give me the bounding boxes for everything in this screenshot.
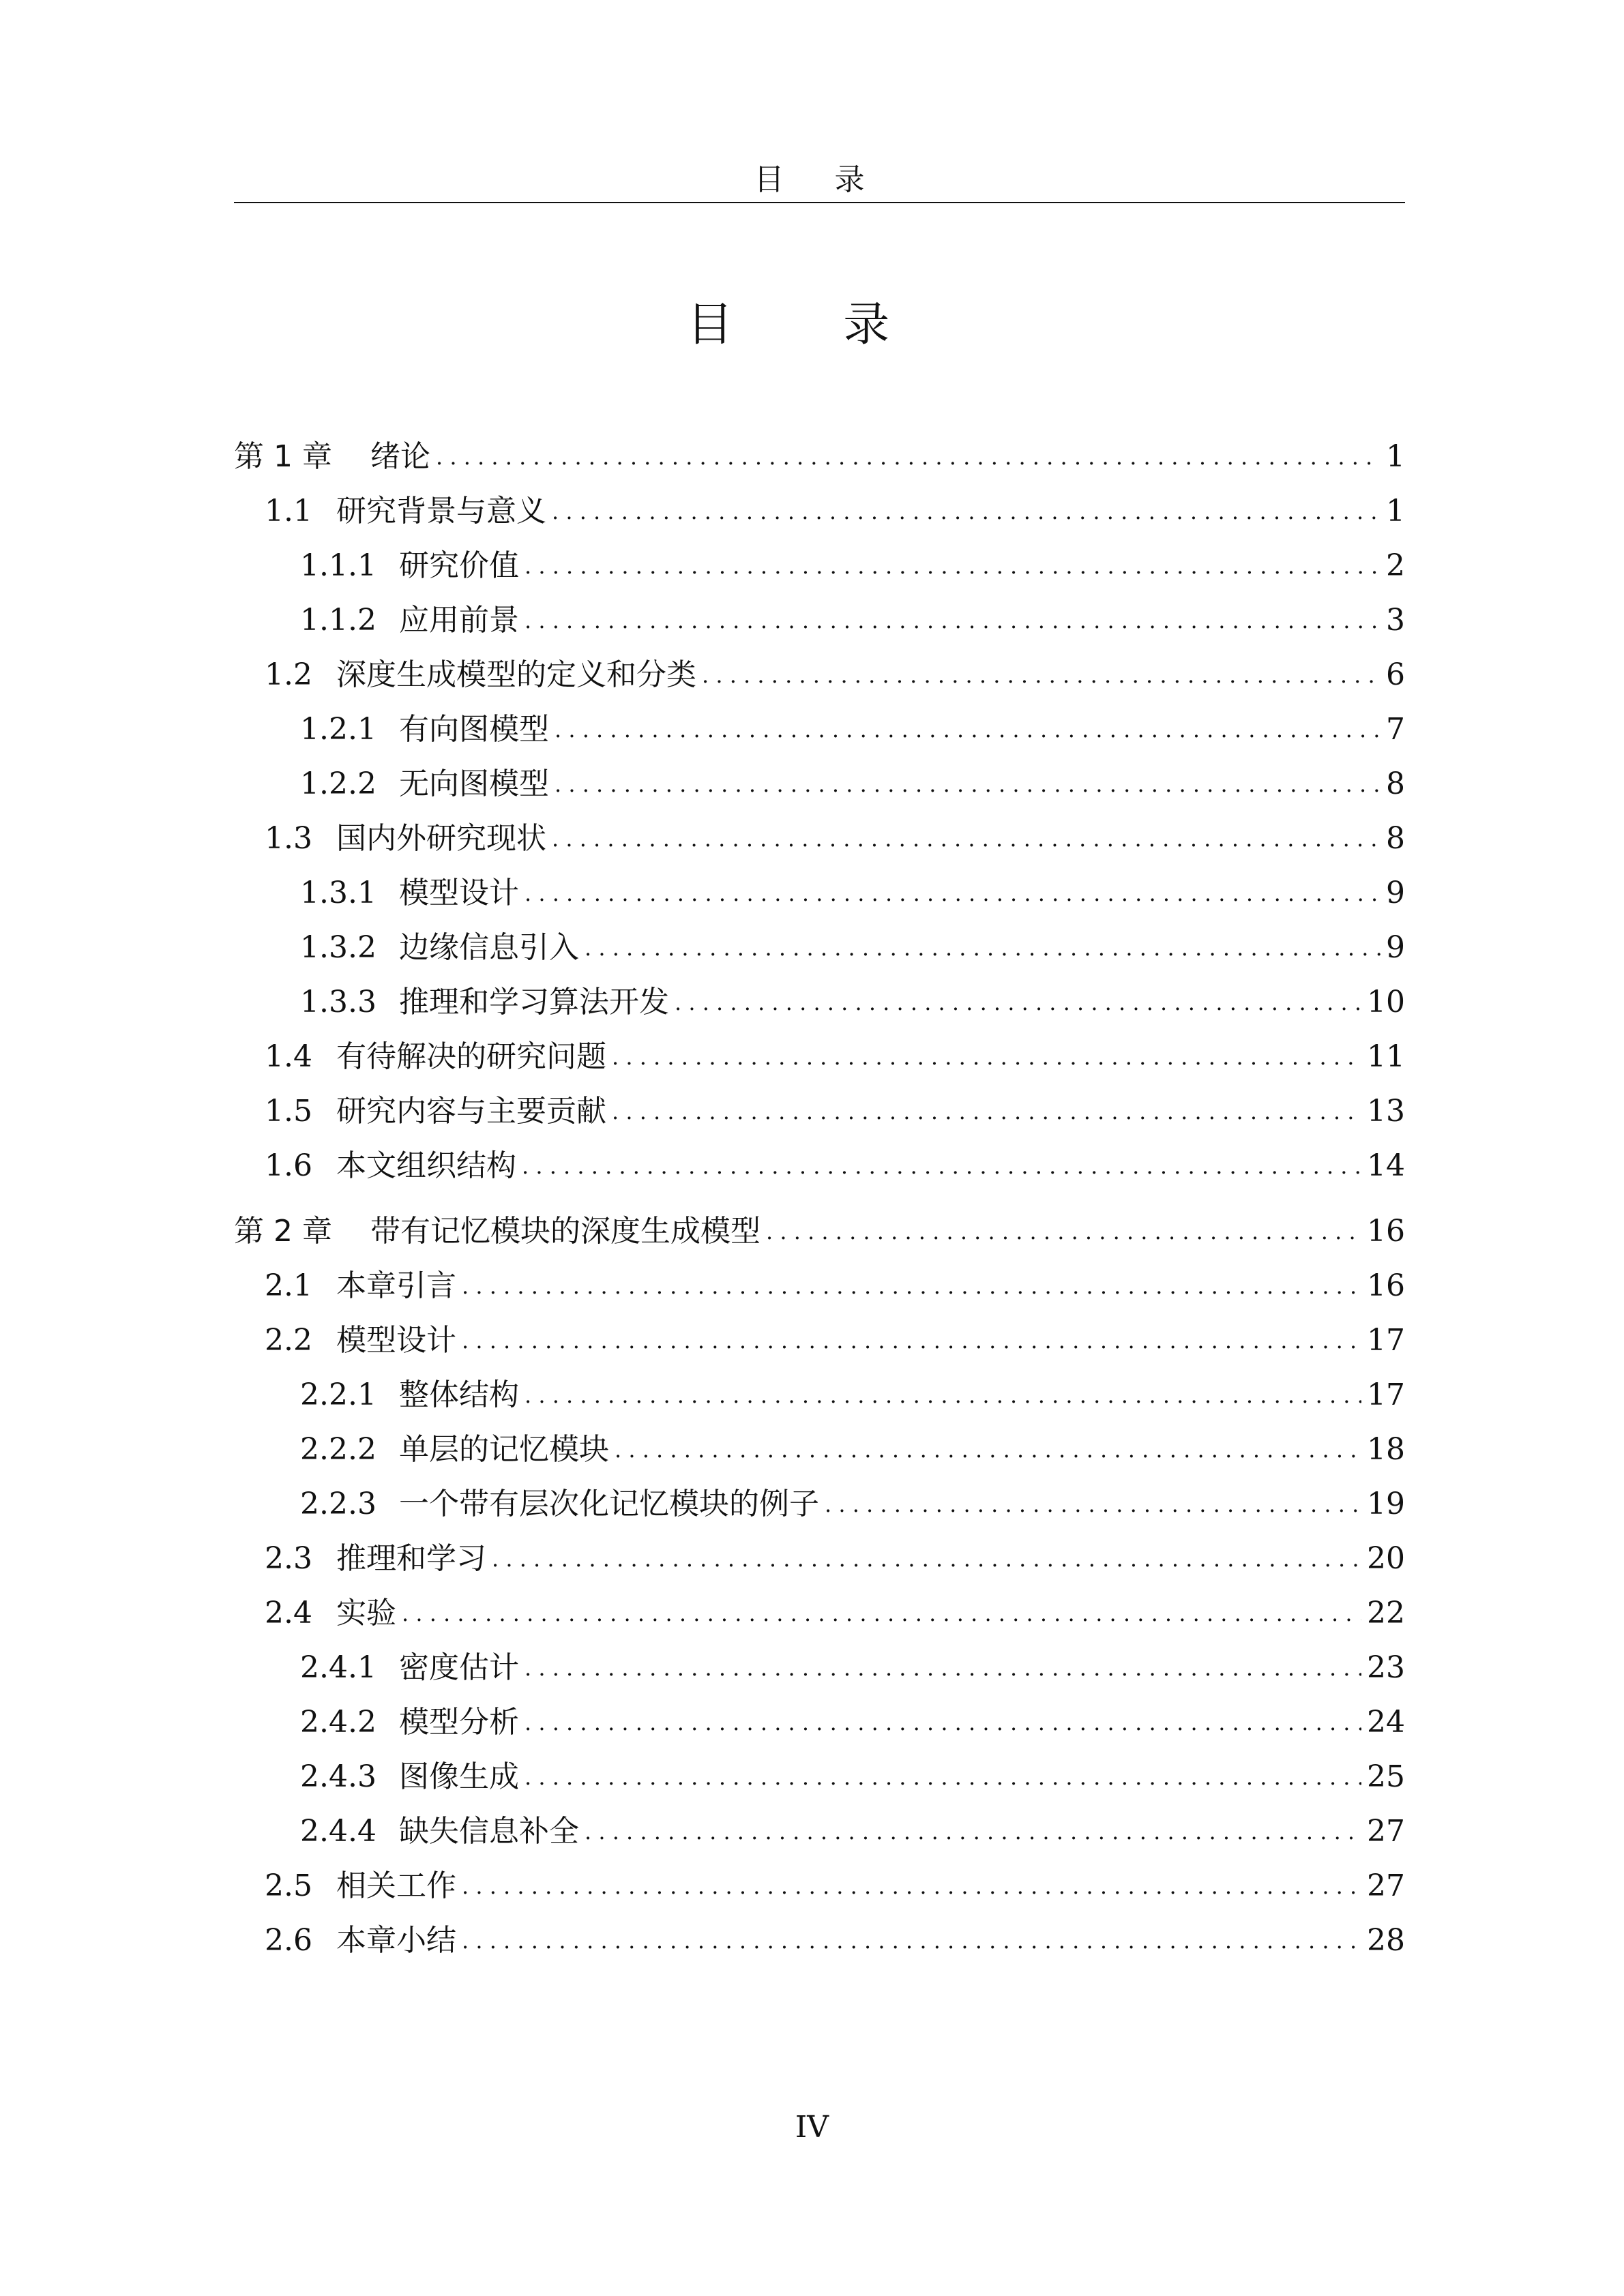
toc-number: 2.6 bbox=[265, 1923, 312, 1958]
toc-number: 2.2.3 bbox=[300, 1487, 377, 1521]
toc-number: 1.2.1 bbox=[300, 712, 377, 747]
toc-page: 9 bbox=[1386, 930, 1405, 965]
toc-page: 1 bbox=[1386, 494, 1405, 528]
toc-title: 推理和学习 bbox=[336, 1541, 486, 1576]
dot-leader bbox=[525, 1702, 1361, 1743]
toc-page: 20 bbox=[1367, 1541, 1405, 1576]
toc-page: 9 bbox=[1386, 876, 1405, 910]
dot-leader bbox=[615, 1429, 1361, 1470]
toc-title: 本文组织结构 bbox=[336, 1148, 516, 1183]
dot-leader bbox=[525, 1648, 1361, 1688]
toc-entry[interactable] bbox=[234, 1037, 1405, 1077]
toc-page: 16 bbox=[1367, 1268, 1405, 1303]
toc-number: 2.4.4 bbox=[300, 1814, 377, 1849]
dot-leader bbox=[525, 873, 1381, 914]
toc-page: 27 bbox=[1367, 1814, 1405, 1849]
dot-leader bbox=[525, 546, 1381, 586]
header-rule bbox=[234, 202, 1405, 203]
dot-leader bbox=[552, 818, 1381, 859]
toc-entry[interactable] bbox=[234, 764, 1405, 805]
toc-number: 2.2 bbox=[265, 1323, 312, 1358]
toc-entry[interactable] bbox=[234, 600, 1405, 641]
toc-number: 2.2.1 bbox=[300, 1377, 377, 1412]
toc-page: 3 bbox=[1386, 603, 1405, 638]
toc-number: 1.2.2 bbox=[300, 766, 377, 801]
toc-page: 28 bbox=[1367, 1923, 1405, 1958]
toc-title: 国内外研究现状 bbox=[336, 821, 546, 856]
toc-entry[interactable] bbox=[234, 655, 1405, 696]
toc-title: 图像生成 bbox=[399, 1759, 519, 1794]
toc-entry[interactable] bbox=[234, 1866, 1405, 1907]
toc-page: 6 bbox=[1386, 657, 1405, 692]
toc-number: 1.4 bbox=[265, 1039, 312, 1074]
dot-leader bbox=[462, 1866, 1361, 1907]
toc-title: 密度估计 bbox=[399, 1650, 519, 1685]
toc-title: 推理和学习算法开发 bbox=[399, 985, 669, 1019]
toc-entry[interactable] bbox=[234, 1146, 1405, 1187]
toc-entry[interactable] bbox=[234, 1757, 1405, 1798]
toc-number: 2.2.2 bbox=[300, 1432, 377, 1467]
toc-page: 10 bbox=[1367, 985, 1405, 1019]
toc-title: 单层的记忆模块 bbox=[399, 1432, 609, 1467]
toc-number: 2.4.1 bbox=[300, 1650, 377, 1685]
toc-title: 本章小结 bbox=[336, 1923, 456, 1958]
toc-number: 1.3.3 bbox=[300, 985, 377, 1019]
dot-leader bbox=[766, 1211, 1361, 1252]
toc-title: 研究背景与意义 bbox=[336, 494, 546, 528]
dot-leader bbox=[436, 436, 1381, 477]
toc-title: 边缘信息引入 bbox=[399, 930, 579, 965]
dot-leader bbox=[525, 1375, 1361, 1416]
toc-entry[interactable] bbox=[234, 1702, 1405, 1743]
toc-entry[interactable] bbox=[234, 546, 1405, 586]
dot-leader bbox=[462, 1266, 1361, 1307]
toc-page: 14 bbox=[1367, 1148, 1405, 1183]
toc-number: 1.1.2 bbox=[300, 603, 377, 638]
toc-entry[interactable] bbox=[234, 1648, 1405, 1688]
toc-entry[interactable] bbox=[234, 1429, 1405, 1470]
dot-leader bbox=[612, 1091, 1361, 1132]
toc-title: 研究内容与主要贡献 bbox=[336, 1094, 606, 1129]
dot-leader bbox=[522, 1146, 1361, 1187]
toc-title: 模型分析 bbox=[399, 1705, 519, 1740]
toc-number: 1.3.1 bbox=[300, 876, 377, 910]
dot-leader bbox=[525, 600, 1381, 641]
toc-number: 第 1 章 bbox=[234, 439, 332, 474]
dot-leader bbox=[825, 1484, 1361, 1525]
toc-entry[interactable] bbox=[234, 927, 1405, 968]
toc-page: 16 bbox=[1367, 1214, 1405, 1249]
toc-entry[interactable] bbox=[234, 1320, 1405, 1361]
toc-title: 研究价值 bbox=[399, 548, 519, 583]
toc-page: 24 bbox=[1367, 1705, 1405, 1740]
toc-number: 2.4.2 bbox=[300, 1705, 377, 1740]
toc-entry[interactable] bbox=[234, 1811, 1405, 1852]
dot-leader bbox=[702, 655, 1381, 696]
toc-number: 1.5 bbox=[265, 1094, 312, 1129]
toc-entry[interactable] bbox=[234, 1091, 1405, 1132]
toc-entry-chapter-2[interactable] bbox=[234, 1211, 1405, 1252]
toc-number: 2.4 bbox=[265, 1596, 312, 1630]
toc-title: 带有记忆模块的深度生成模型 bbox=[370, 1214, 761, 1249]
toc-entry[interactable] bbox=[234, 1484, 1405, 1525]
toc-title: 绪论 bbox=[370, 439, 430, 474]
toc-number: 第 2 章 bbox=[234, 1214, 332, 1249]
toc-title: 相关工作 bbox=[336, 1868, 456, 1903]
toc-title: 模型设计 bbox=[336, 1323, 456, 1358]
toc-page: 19 bbox=[1367, 1487, 1405, 1521]
toc-number: 1.1 bbox=[265, 494, 312, 528]
toc-entry[interactable] bbox=[234, 982, 1405, 1023]
toc-entry-chapter-1[interactable] bbox=[234, 436, 1405, 477]
toc-number: 2.1 bbox=[265, 1268, 312, 1303]
dot-leader bbox=[555, 764, 1381, 805]
dot-leader bbox=[462, 1320, 1361, 1361]
toc-entry[interactable] bbox=[234, 491, 1405, 532]
toc-page: 2 bbox=[1386, 548, 1405, 583]
dot-leader bbox=[612, 1037, 1361, 1077]
toc-entry[interactable] bbox=[234, 1538, 1405, 1579]
toc-page: 1 bbox=[1386, 439, 1405, 474]
toc-page: 18 bbox=[1367, 1432, 1405, 1467]
toc-entry[interactable] bbox=[234, 1375, 1405, 1416]
dot-leader bbox=[585, 1811, 1361, 1852]
toc-title: 实验 bbox=[336, 1596, 396, 1630]
toc-entry[interactable] bbox=[234, 1920, 1405, 1961]
toc-page: 13 bbox=[1367, 1094, 1405, 1129]
toc-entry[interactable] bbox=[234, 873, 1405, 914]
dot-leader bbox=[585, 927, 1381, 968]
dot-leader bbox=[462, 1920, 1361, 1961]
dot-leader bbox=[402, 1593, 1361, 1634]
toc-page: 23 bbox=[1367, 1650, 1405, 1685]
toc-page: 27 bbox=[1367, 1868, 1405, 1903]
toc-page: 8 bbox=[1386, 821, 1405, 856]
toc-title: 本章引言 bbox=[336, 1268, 456, 1303]
toc-page: 17 bbox=[1367, 1377, 1405, 1412]
toc-title: 无向图模型 bbox=[399, 766, 549, 801]
toc-number: 1.6 bbox=[265, 1148, 312, 1183]
toc-page: 25 bbox=[1367, 1759, 1405, 1794]
toc-entry[interactable] bbox=[234, 1593, 1405, 1634]
toc-title: 深度生成模型的定义和分类 bbox=[336, 657, 696, 692]
toc-title: 缺失信息补全 bbox=[399, 1814, 579, 1849]
dot-leader bbox=[552, 491, 1381, 532]
page-number: IV bbox=[795, 2110, 829, 2145]
toc-number: 1.3 bbox=[265, 821, 312, 856]
dot-leader bbox=[555, 709, 1381, 750]
toc-entry[interactable] bbox=[234, 818, 1405, 859]
toc-page: 7 bbox=[1386, 712, 1405, 747]
toc-page: 8 bbox=[1386, 766, 1405, 801]
dot-leader bbox=[675, 982, 1361, 1023]
running-header: 目 录 bbox=[754, 162, 885, 197]
toc-title: 整体结构 bbox=[399, 1377, 519, 1412]
toc-title: 应用前景 bbox=[399, 603, 519, 638]
toc-page: 11 bbox=[1367, 1039, 1405, 1074]
toc-entry[interactable] bbox=[234, 1266, 1405, 1307]
dot-leader bbox=[525, 1757, 1361, 1798]
page-title: 目 录 bbox=[686, 298, 938, 352]
toc-entry[interactable] bbox=[234, 709, 1405, 750]
toc-number: 2.3 bbox=[265, 1541, 312, 1576]
toc-number: 1.1.1 bbox=[300, 548, 377, 583]
toc-title: 有待解决的研究问题 bbox=[336, 1039, 606, 1074]
toc-page: 22 bbox=[1367, 1596, 1405, 1630]
dot-leader bbox=[492, 1538, 1361, 1579]
toc-number: 2.4.3 bbox=[300, 1759, 377, 1794]
toc-title: 模型设计 bbox=[399, 876, 519, 910]
toc-number: 2.5 bbox=[265, 1868, 312, 1903]
toc-title: 有向图模型 bbox=[399, 712, 549, 747]
toc-page: 17 bbox=[1367, 1323, 1405, 1358]
toc-number: 1.3.2 bbox=[300, 930, 377, 965]
toc-number: 1.2 bbox=[265, 657, 312, 692]
toc-title: 一个带有层次化记忆模块的例子 bbox=[399, 1487, 819, 1521]
